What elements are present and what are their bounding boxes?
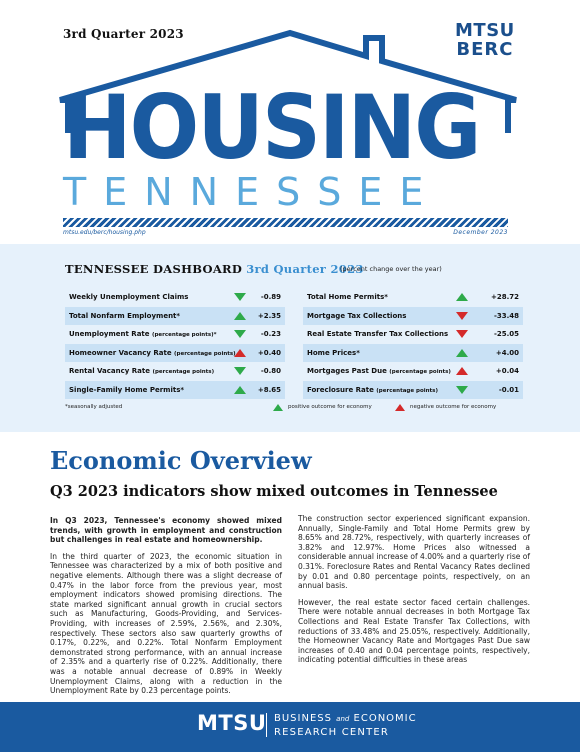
- indicator-label: Mortgage Tax Collections: [307, 311, 407, 320]
- dashboard-note: (percent change over the year): [340, 265, 442, 273]
- indicator-value: +2.35: [257, 311, 281, 320]
- section-heading: Economic Overview: [50, 446, 312, 475]
- masthead-title: HOUSING: [63, 76, 480, 179]
- footer-center-name-line2: RESEARCH CENTER: [274, 727, 390, 738]
- indicator-row: [65, 362, 285, 381]
- indicator-row: [65, 381, 285, 400]
- footer-divider: [266, 713, 267, 737]
- dashboard-title-text: TENNESSEE DASHBOARD: [65, 262, 243, 276]
- indicator-label: Home Prices*: [307, 348, 360, 357]
- indicator-row: [303, 344, 523, 363]
- down-arrow-icon: [234, 330, 246, 338]
- section-subheading: Q3 2023 indicators show mixed outcomes in Tennessee: [50, 483, 498, 500]
- footer-center-name-line1: BUSINESS and ECONOMIC: [274, 713, 417, 724]
- indicator-value: -33.48: [493, 311, 519, 320]
- dashboard-left-column: [65, 288, 285, 399]
- indicator-row: [65, 288, 285, 307]
- up-arrow-icon: [234, 349, 246, 357]
- indicator-row: [65, 325, 285, 344]
- indicator-label: Homeowner Vacancy Rate (percentage points): [69, 348, 236, 357]
- indicator-value: +4.00: [495, 348, 519, 357]
- indicator-label: Foreclosure Rate (percentage points): [307, 385, 438, 394]
- indicator-label: Unemployment Rate (percentage points)*: [69, 330, 217, 338]
- dashboard-title: [65, 262, 364, 276]
- down-arrow-icon: [456, 330, 468, 338]
- indicator-row: [65, 307, 285, 326]
- indicator-row: [303, 288, 523, 307]
- down-arrow-icon: [456, 312, 468, 320]
- legend-positive-icon: [273, 404, 283, 411]
- down-arrow-icon: [234, 293, 246, 301]
- up-arrow-icon: [234, 312, 246, 320]
- quarter-label: 3rd Quarter 2023: [63, 27, 184, 41]
- indicator-value: -0.23: [260, 330, 281, 338]
- logo-berc-text: BERC: [456, 38, 514, 60]
- indicator-row: [303, 362, 523, 381]
- body-paragraph: In the third quarter of 2023, the economic situation in Tennessee was characterized by a mix of both positive and negative elements. Although there was a slight decrease of 0.47% in the labor force from the previous year, most employment indicators showed promising directions. The state marked significant annual growth in crucial sectors such as Manufacturing, Goods-Providing, and Services-Providing, with increases of 2.59%, 2.56%, and 2.30%, respectively. These sectors also saw quarterly growths of 0.17%, 0.22%, and 0.22%. Total Nonfarm Employment demonstrated strong performance, with an annual increase of 2.35% and a quarterly rise of 0.22%. Additionally, there was a notable annual decrease of 0.89% in Weekly Unemployment Claims, along with a reduction in the Unemployment Rate by 0.23 percentage points.: [50, 551, 282, 696]
- indicator-label: Weekly Unemployment Claims: [69, 293, 189, 301]
- indicator-value: -0.89: [260, 293, 281, 301]
- hatch-divider: [63, 218, 508, 227]
- indicator-label: Single-Family Home Permits*: [69, 385, 185, 394]
- issue-date: December 2023: [453, 229, 508, 236]
- indicator-label: Total Nonfarm Employment*: [69, 311, 181, 320]
- up-arrow-icon: [456, 349, 468, 357]
- logo-mtsu-text: MTSU: [455, 20, 515, 41]
- legend-negative-label: negative outcome for economy: [410, 404, 497, 410]
- article-column-right: [298, 514, 530, 672]
- indicator-row: [303, 307, 523, 326]
- article-column-left: [50, 516, 282, 703]
- down-arrow-icon: [456, 386, 468, 394]
- website-link[interactable]: mtsu.edu/berc/housing.php: [63, 229, 146, 236]
- indicator-label: Total Home Permits*: [307, 293, 388, 301]
- indicator-row: [303, 325, 523, 344]
- body-paragraph: The construction sector experienced significant expansion. Annually, Single-Family and Total Home Permits grew by 8.65% and 28.72%, respectively, with quarterly increases of 3.82% and 12.97%. Home Prices also witnessed a considerable annual increase of 4.00% and a quarterly rise of 0.31%. Foreclosure Rates and Rental Vacancy Rates declined by 0.01 and 0.80 percentage points, respectively, on an annual basis.: [298, 514, 530, 591]
- lead-paragraph: In Q3 2023, Tennessee's economy showed mixed trends, with growth in employment and construction but challenges in real estate and homeownership.: [50, 516, 282, 545]
- dashboard-quarter: 3rd Quarter 2023: [246, 262, 364, 276]
- indicator-row: [303, 381, 523, 400]
- indicator-row: [65, 344, 285, 363]
- indicator-value: -0.01: [498, 385, 519, 394]
- legend-positive-label: positive outcome for economy: [288, 404, 372, 410]
- up-arrow-icon: [456, 367, 468, 375]
- indicator-value: +0.40: [257, 348, 281, 357]
- indicator-label: Mortgages Past Due (percentage points): [307, 367, 451, 375]
- masthead-subtitle: TENNESSEE: [63, 170, 441, 214]
- down-arrow-icon: [234, 367, 246, 375]
- dashboard-right-column: [303, 288, 523, 399]
- up-arrow-icon: [456, 293, 468, 301]
- body-paragraph: However, the real estate sector faced certain challenges. There were notable annual decreases in both Mortgage Tax Collections and Real Estate Transfer Tax Collections, with reductions of 33.48% and 25.05%, respectively. Additionally, the Homeowner Vacancy Rate and Mortgages Past Due saw increases of 0.40 and 0.04 percentage points, respectively, indicating potential difficulties in these areas: [298, 597, 530, 665]
- indicator-value: -25.05: [493, 330, 519, 338]
- up-arrow-icon: [234, 386, 246, 394]
- dashboard-footnote: *seasonally adjusted: [65, 404, 123, 410]
- footer-mtsu-logo: MTSU: [197, 711, 267, 735]
- indicator-value: -0.80: [260, 367, 281, 375]
- indicator-label: Rental Vacancy Rate (percentage points): [69, 367, 215, 375]
- indicator-value: +28.72: [490, 293, 519, 301]
- indicator-value: +8.65: [257, 385, 281, 394]
- indicator-label: Real Estate Transfer Tax Collections: [307, 330, 449, 338]
- indicator-value: +0.04: [495, 367, 519, 375]
- legend-negative-icon: [395, 404, 405, 411]
